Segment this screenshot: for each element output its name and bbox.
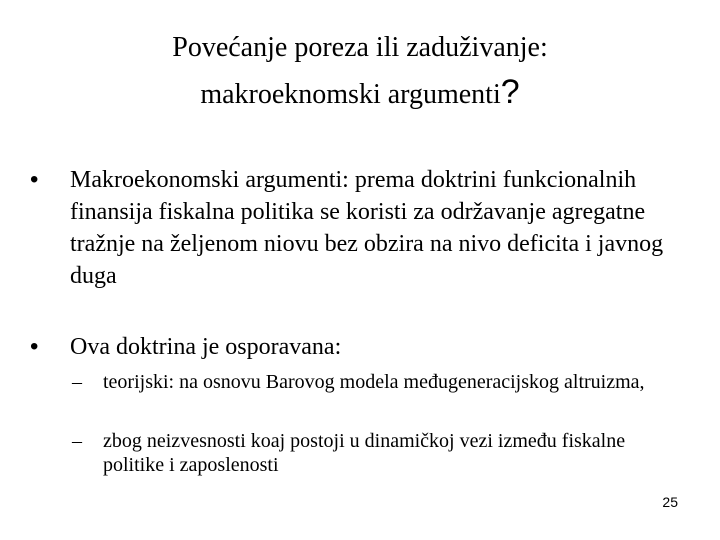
bullet-text: Ova doktrina je osporavana: <box>70 334 342 360</box>
title-line-2 <box>60 70 660 117</box>
title-line-2-text: makroeknomski argumenti <box>200 79 501 110</box>
subbullet-marker: – <box>72 430 82 452</box>
subbullet-text: zbog neizvesnosti koaj postoji u dinamičkoj vezi između fiskalne politike i zaposlenosti <box>103 430 626 476</box>
page-number: 25 <box>662 494 678 510</box>
subbullet-marker: – <box>72 371 82 393</box>
bullet-item <box>30 164 694 292</box>
subbullet-item <box>72 370 672 394</box>
bullet-text: Makroekonomski argumenti: prema doktrini funkcionalnih finansija fiskalna politika se koristi za održavanje agregatne tražnje na željenom niovu bez obzira na nivo deficita i javnog duga <box>70 167 664 289</box>
title-line-1: Povećanje poreza ili zaduživanje: <box>172 32 548 63</box>
title-question-mark: ? <box>500 73 520 111</box>
subbullet-text: teorijski: na osnovu Barovog modela međugeneracijskog altruizma, <box>103 371 645 393</box>
bullet-marker: • <box>30 333 39 360</box>
subbullet-item <box>72 429 672 477</box>
slide-title <box>60 26 660 117</box>
bullet-item <box>30 331 694 363</box>
bullet-marker: • <box>30 166 39 193</box>
